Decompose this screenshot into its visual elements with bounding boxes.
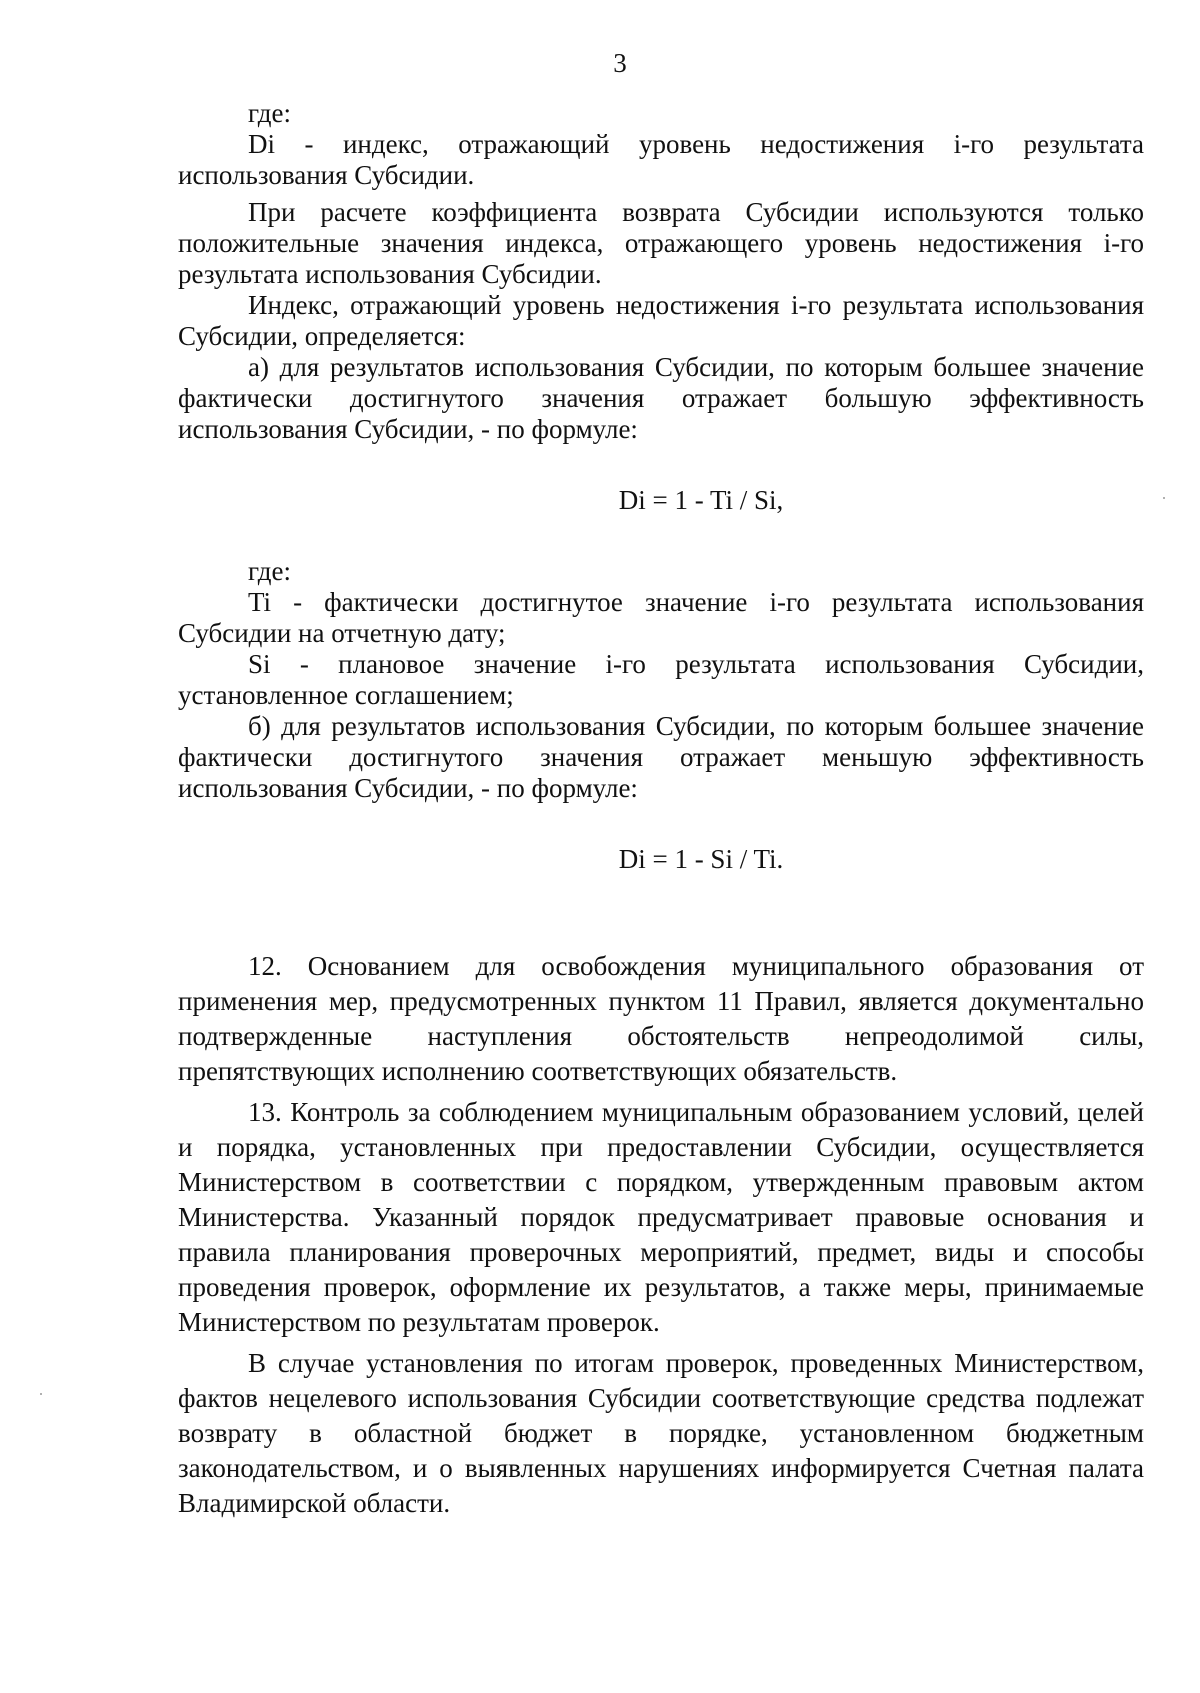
paragraph-gde: где: xyxy=(248,556,291,586)
paragraph-di-definition: Di - индекс, отражающий уровень недостижения i-го результата использования Субсидии. xyxy=(178,129,1144,190)
document-body xyxy=(178,98,1144,1521)
paragraph-13: 13. Контроль за соблюдением муниципальным образованием условий, целей и порядка, установленных при предоставлении Субсидии, осуществляется Министерством в соответствии с порядком, утвержденным правовым актом Министерства. Указанный порядок предусматривает правовые основания и правила планирования проверочных мероприятий, предмет, виды и способы проведения проверок, оформление их результатов, а также меры, принимаемые Министерством по результатам проверок. xyxy=(178,1097,1144,1337)
scan-speck xyxy=(40,1393,42,1395)
paragraph-case-a: а) для результатов использования Субсидии, по которым большее значение фактически достигнутого значения отражает большую эффективность использования Субсидии, - по формуле: xyxy=(178,352,1144,444)
paragraph-index-definition: Индекс, отражающий уровень недостижения i-го результата использования Субсидии, определяется: xyxy=(178,290,1144,351)
paragraph-case-b: б) для результатов использования Субсидии, по которым большее значение фактически достигнутого значения отражает меньшую эффективность использования Субсидии, - по формуле: xyxy=(178,711,1144,803)
paragraph-13-continuation: В случае установления по итогам проверок, проведенных Министерством, фактов нецелевого использования Субсидии соответствующие средства подлежат возврату в областной бюджет в порядке, установленном бюджетным законодательством, и о выявленных нарушениях информируется Счетная палата Владимирской области. xyxy=(178,1348,1144,1518)
paragraph-12: 12. Основанием для освобождения муниципального образования от применения мер, предусмотренных пунктом 11 Правил, является документально подтвержденные наступления обстоятельств непреодолимой силы, препятствующих исполнению соответствующих обязательств. xyxy=(178,951,1144,1086)
paragraph-gde: где: xyxy=(248,98,291,128)
formula-b: Di = 1 - Si / Ti. xyxy=(618,844,784,874)
paragraph-si-definition: Si - плановое значение i-го результата использования Субсидии, установленное соглашением; xyxy=(178,649,1144,710)
paragraph-positive-values: При расчете коэффициента возврата Субсидии используются только положительные значения индекса, отражающего уровень недостижения i-го результата использования Субсидии. xyxy=(178,197,1144,289)
page-number: 3 xyxy=(613,48,627,78)
formula-a: Di = 1 - Ti / Si, xyxy=(618,485,784,515)
paragraph-ti-definition: Ti - фактически достигнутое значение i-го результата использования Субсидии на отчетную дату; xyxy=(178,587,1144,648)
scan-speck xyxy=(1163,497,1165,499)
